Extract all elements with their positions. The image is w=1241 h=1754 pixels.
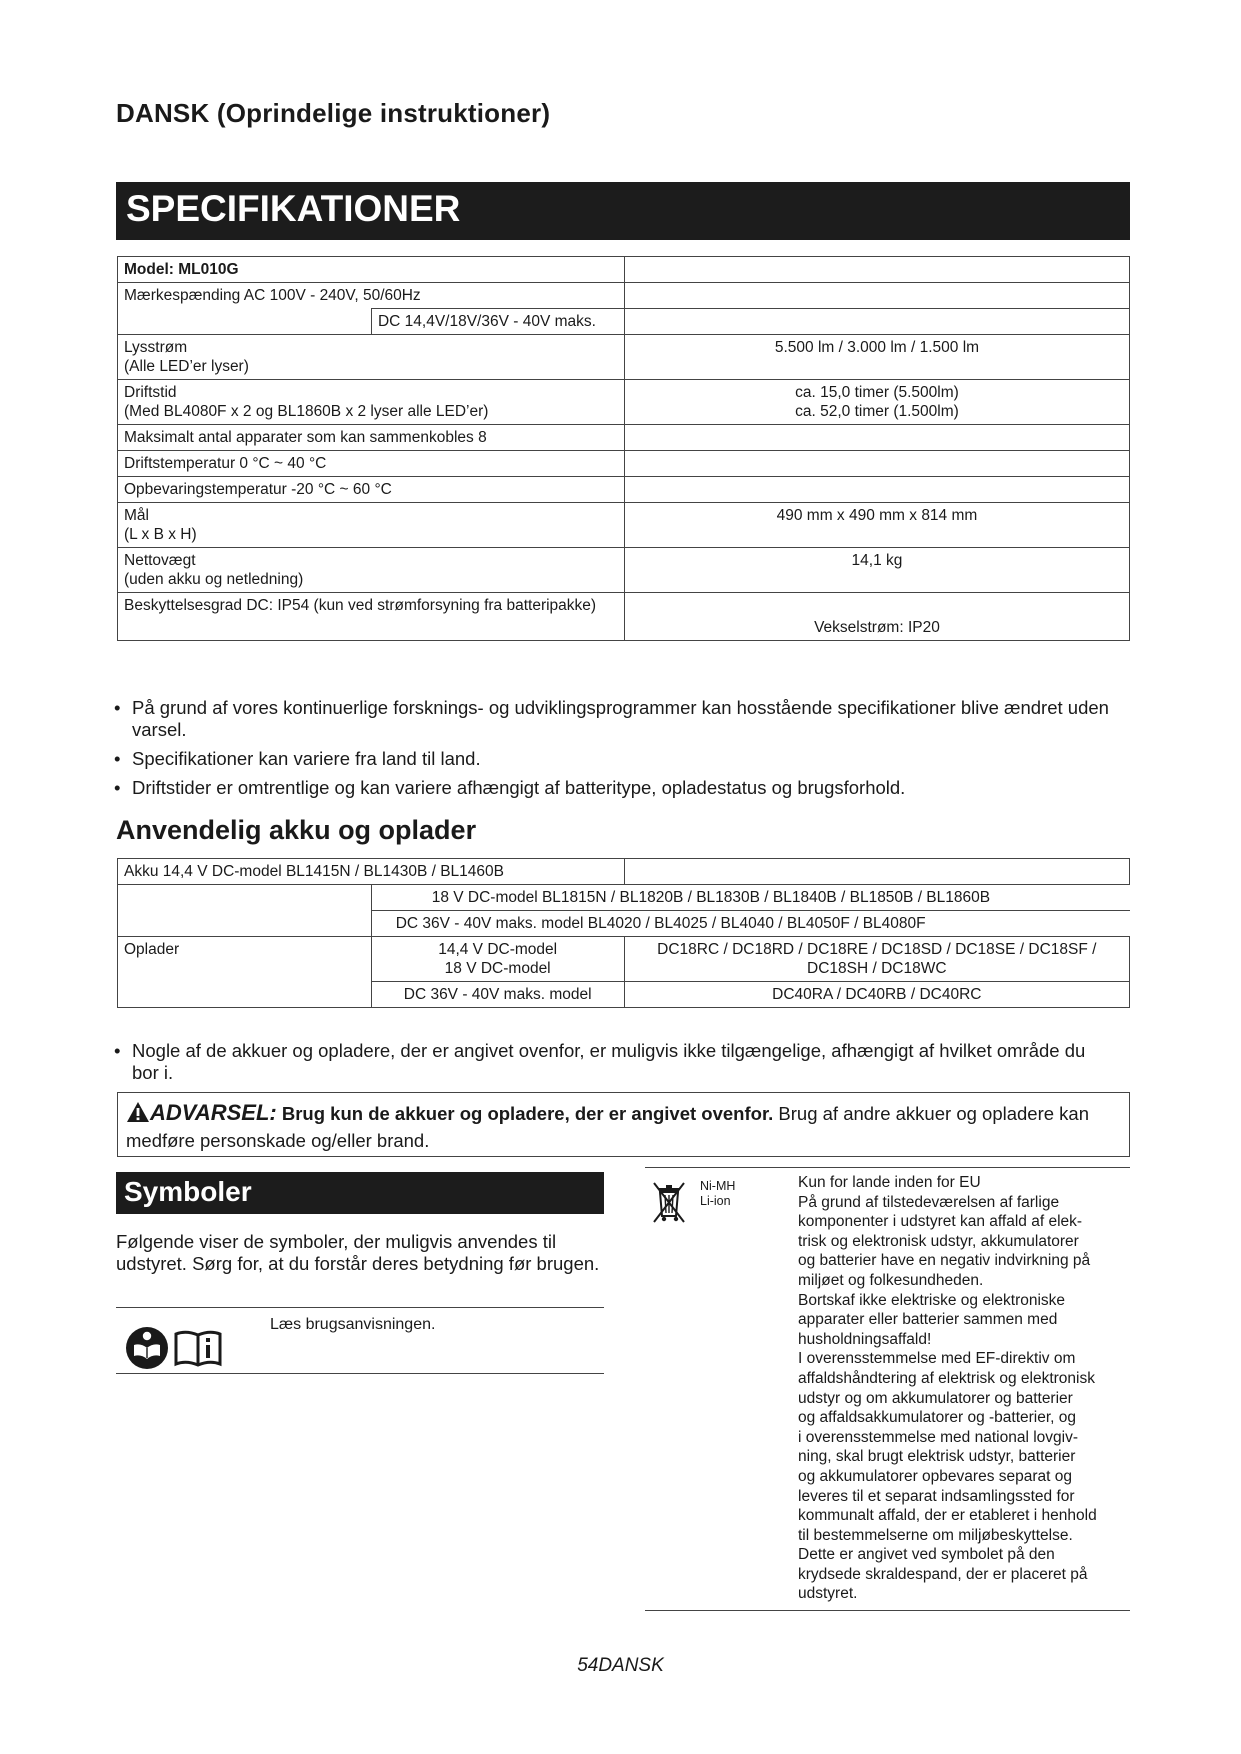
charger-40v-value-cell: DC40RA / DC40RB / DC40RC	[624, 982, 1129, 1008]
divider	[116, 1373, 604, 1374]
read-manual-text: Læs brugsanvisningen.	[270, 1316, 436, 1333]
lumen-sublabel: (Alle LED’er lyser)	[124, 358, 249, 375]
protection-ac-cell: Vekselstrøm: IP20	[624, 593, 1129, 641]
crossed-out-wheelie-bin-icon	[650, 1180, 688, 1224]
runtime-label: Driftstid	[124, 384, 177, 401]
charger-value-cell	[624, 937, 1129, 982]
rated-voltage-ac-cell: Mærkespænding AC 100V - 240V, 50/60Hz	[118, 283, 625, 309]
table-row	[118, 309, 1130, 335]
battery-charger-table	[117, 858, 1130, 1008]
dimensions-value-cell: 490 mm x 490 mm x 814 mm	[624, 503, 1129, 548]
dimensions-label: Mål	[124, 507, 149, 524]
model-cell: Model: ML010G	[118, 257, 625, 283]
operating-temp-cell: Driftstemperatur 0 °C ~ 40 °C	[118, 451, 625, 477]
dimensions-label-cell	[118, 503, 625, 548]
runtime-value-high: ca. 15,0 timer (5.500lm)	[795, 384, 959, 401]
rated-voltage-dc-cell: DC 14,4V/18V/36V - 40V maks.	[371, 309, 624, 335]
warning-bold-text: Brug kun de akkuer og opladere, der er angivet ovenfor.	[281, 1103, 774, 1124]
empty-cell	[118, 885, 372, 911]
empty-cell	[624, 477, 1129, 503]
battery-18v-cell: 18 V DC-model BL1815N / BL1820B / BL1830B / BL1840B / BL1850B / BL1860B	[371, 885, 1129, 911]
weee-paragraph: Kun for lande inden for EU På grund af tilstedeværelsen af farlige komponenter i udstyret kan affald af elek- trisk og elektronisk udstyr, akkumulatorer og batterier have en negativ indvirkning på miljøet og folkesundheden. Bortskaf ikke elektriske og elektroniske apparater eller batterier sammen med husholdningsaffald! I overensstemmelse med EF-direktiv om affaldshåndtering af elektrisk og elektronisk udstyr og om akkumulatorer og batterier og affaldsakkumulatorer og -batterier, og i overensstemmelse med national lovgiv- ning, skal brugt elektrisk udstyr, batterier og akkumulatorer opbevares separat og leveres til et separat indsamlingssted for kommunalt affald, der er etableret i henhold til bestemmelserne om miljøbeskyttelse. Dette er angivet ved symbolet på den krydsede skraldespand, der er placeret på udstyret.	[798, 1174, 1097, 1603]
runtime-label-cell	[118, 380, 625, 425]
list-item: • På grund af vores kontinuerlige forsknings- og udviklingsprogrammer kan hosstående specifikationer blive ændret uden varsel.	[114, 697, 1114, 741]
divider	[645, 1167, 1130, 1168]
runtime-value-low: ca. 52,0 timer (1.500lm)	[795, 403, 959, 420]
table-row	[118, 982, 1130, 1008]
weee-disposal-text	[798, 1173, 1128, 1604]
warning-triangle-icon	[126, 1101, 150, 1129]
divider	[645, 1610, 1130, 1611]
table-row	[118, 503, 1130, 548]
battery-charger-heading: Anvendelig akku og oplader	[116, 815, 477, 845]
table-row	[118, 380, 1130, 425]
protection-dc-cell: Beskyttelsesgrad DC: IP54 (kun ved strømforsyning fra batteripakke)	[118, 593, 625, 641]
specification-notes	[114, 697, 1114, 806]
charger-value-line-1: DC18RC / DC18RD / DC18RE / DC18SD / DC18SE / DC18SF /	[657, 941, 1097, 958]
list-item: • Nogle af de akkuer og opladere, der er angivet ovenfor, er muligvis ikke tilgængelige, afhængigt af hvilket område du bor i.	[114, 1040, 1114, 1084]
table-row	[118, 885, 1130, 911]
symbols-heading: Symboler	[116, 1172, 604, 1214]
battery-40v-cell: DC 36V - 40V maks. model BL4020 / BL4025 / BL4040 / BL4050F / BL4080F	[371, 911, 1129, 937]
charger-label-cell: Oplader	[118, 937, 372, 982]
table-row	[118, 451, 1130, 477]
table-row	[118, 257, 1130, 283]
table-row	[118, 859, 1130, 885]
weight-label-cell	[118, 548, 625, 593]
empty-cell	[118, 982, 372, 1008]
table-row	[118, 425, 1130, 451]
table-row	[118, 283, 1130, 309]
empty-cell	[624, 859, 1129, 885]
charger-value-line-2: DC18SH / DC18WC	[807, 960, 947, 977]
empty-cell	[118, 309, 372, 335]
battery-type-liion: Li-ion	[700, 1194, 731, 1208]
empty-cell	[624, 451, 1129, 477]
charger-model-18v: 18 V DC-model	[444, 960, 551, 977]
table-row	[118, 911, 1130, 937]
warning-label: ADVARSEL:	[150, 1100, 277, 1125]
table-row	[118, 593, 1130, 641]
list-item: • Specifikationer kan variere fra land til land.	[114, 748, 1114, 770]
lumen-label-cell	[118, 335, 625, 380]
weight-value-cell: 14,1 kg	[624, 548, 1129, 593]
weight-label: Nettovægt	[124, 552, 196, 569]
empty-cell	[624, 257, 1129, 283]
lumen-label: Lysstrøm	[124, 339, 188, 356]
battery-type-nimh: Ni-MH	[700, 1179, 736, 1193]
weight-sublabel: (uden akku og netledning)	[124, 571, 304, 588]
charger-40v-label-cell: DC 36V - 40V maks. model	[371, 982, 624, 1008]
read-manual-icon	[124, 1325, 254, 1367]
list-item: • Driftstider er omtrentlige og kan variere afhængigt af batteritype, opladestatus og brugsforhold.	[114, 777, 1114, 799]
symbols-intro: Følgende viser de symboler, der muligvis anvendes til udstyret. Sørg for, at du forstår deres betydning før brugen.	[116, 1231, 600, 1274]
empty-cell	[118, 911, 372, 937]
table-row	[118, 548, 1130, 593]
runtime-sublabel: (Med BL4080F x 2 og BL1860B x 2 lyser alle LED’er)	[124, 403, 489, 420]
storage-temp-cell: Opbevaringstemperatur -20 °C ~ 60 °C	[118, 477, 625, 503]
charger-model-cell	[371, 937, 624, 982]
page-title: DANSK (Oprindelige instruktioner)	[116, 98, 551, 128]
battery-notes	[114, 1040, 1114, 1091]
page-footer: 54DANSK	[577, 1655, 664, 1676]
specifications-heading: SPECIFIKATIONER	[116, 182, 1130, 240]
table-row	[118, 335, 1130, 380]
specifications-table	[117, 256, 1130, 641]
empty-cell	[624, 425, 1129, 451]
max-devices-cell: Maksimalt antal apparater som kan sammenkobles 8	[118, 425, 625, 451]
battery-type-label	[700, 1179, 735, 1209]
battery-14v-cell: Akku 14,4 V DC-model BL1415N / BL1430B / BL1460B	[118, 859, 625, 885]
empty-cell	[624, 283, 1129, 309]
empty-cell	[624, 309, 1129, 335]
dimensions-sublabel: (L x B x H)	[124, 526, 197, 543]
lumen-value-cell: 5.500 lm / 3.000 lm / 1.500 lm	[624, 335, 1129, 380]
table-row	[118, 477, 1130, 503]
warning-box	[117, 1092, 1130, 1157]
divider	[116, 1307, 604, 1308]
table-row	[118, 937, 1130, 982]
runtime-value-cell	[624, 380, 1129, 425]
charger-model-14v: 14,4 V DC-model	[438, 941, 558, 958]
warning-text: Brug af andre akkuer og opladere kan medføre personskade og/eller brand.	[126, 1103, 1090, 1151]
